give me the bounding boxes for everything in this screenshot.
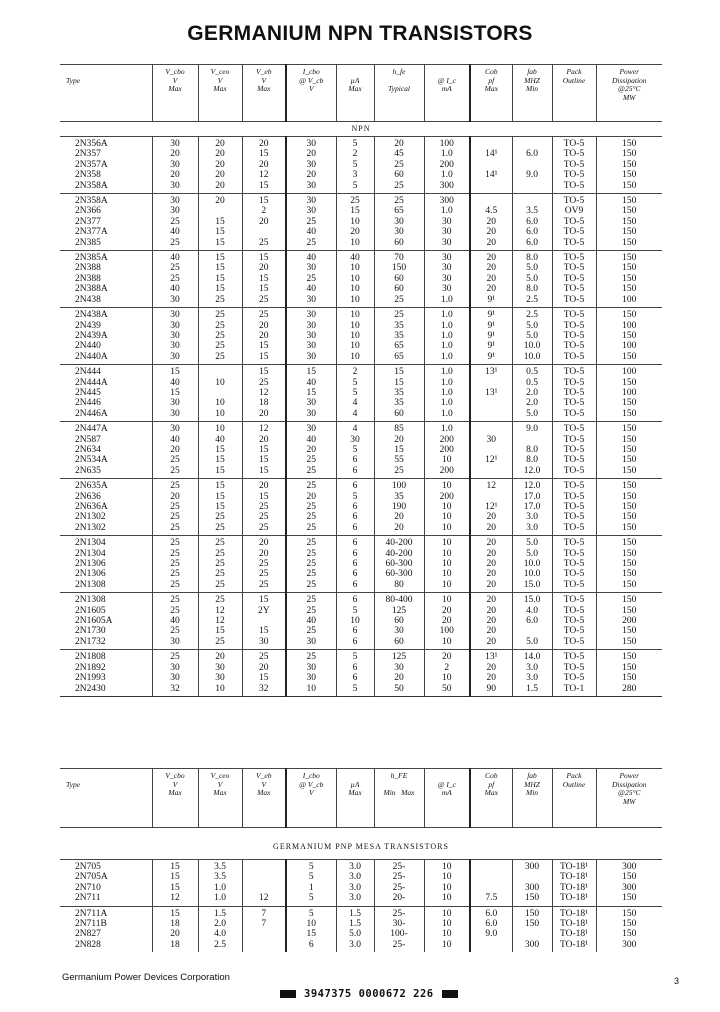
cell-pack: TO-5 TO-5 TO-5 TO-5 TO-5 (552, 479, 596, 536)
header-type: Type (60, 769, 152, 828)
header-icbo-vcb: I_cbo @ V_cb V (286, 769, 336, 828)
cell-vcbo: 30 30 30 30 30 (152, 308, 198, 365)
header-icbo-ua: µA Max (336, 65, 374, 122)
barcode-strip (280, 988, 495, 1000)
cell-type: 2N385A 2N388 2N388 2N388A 2N438 (60, 251, 152, 308)
cell-power: 150 150 150 280 (596, 650, 662, 697)
cell-ic: 1.0 200 200 10 200 (424, 422, 470, 479)
cell-cob: 20 20 20 20 9¹ (470, 251, 512, 308)
cell-vceo: 20 15 15 15 (198, 194, 242, 251)
cell-type: 2N1304 2N1304 2N1306 2N1306 2N1308 (60, 536, 152, 593)
table-row (60, 137, 662, 194)
cell-cob: 13¹ 20 20 90 (470, 650, 512, 697)
cell-cob: 20 20 20 20 20 (470, 536, 512, 593)
section-row (60, 828, 662, 860)
cell-vcb: 30 30 30 30 30 (286, 308, 336, 365)
cell-vebo: 15 2Y 15 30 (242, 593, 286, 650)
cell-vebo: 20 15 20 12 15 (242, 137, 286, 194)
cell-vcbo: 15 15 15 12 (152, 860, 198, 907)
cell-vcb: 25 25 40 25 30 (286, 593, 336, 650)
cell-ic: 1.0 1.0 1.0 1.0 1.0 (424, 365, 470, 422)
table-row (60, 536, 662, 593)
cell-hfe: 20 45 25 60 25 (374, 137, 424, 194)
cell-cob: 9¹ 9¹ 9¹ 9¹ 9¹ (470, 308, 512, 365)
header-icbo-ua: µA Max (336, 769, 374, 828)
cell-vceo: 25 25 25 25 25 (198, 308, 242, 365)
barcode-text: 3947375 0000672 226 (304, 988, 434, 1000)
header-vceo: V_ceo V Max (198, 769, 242, 828)
cell-pack: TO-18¹ TO-18¹ TO-18¹ TO-18¹ (552, 860, 596, 907)
cell-ua: 5 6 6 5 (336, 650, 374, 697)
cell-pack: TO-5 TO-5 TO-5 TO-5 TO-5 (552, 251, 596, 308)
header-vcbo: V_cbo V Max (152, 769, 198, 828)
cell-type: 2N1808 2N1892 2N1993 2N2430 (75, 652, 106, 694)
cell-vcbo: 30 40 20 25 25 (152, 422, 198, 479)
cell-vcb: 30 20 30 20 30 (286, 137, 336, 194)
section-row (60, 122, 662, 137)
table-row (60, 308, 662, 365)
cell-cob: 14¹ 14¹ (470, 137, 512, 194)
cell-fab: 5.0 5.0 10.0 10.0 15.0 (512, 536, 552, 593)
cell-ua: 4 30 5 6 6 (336, 422, 374, 479)
section-label: NPN (60, 122, 662, 137)
pnp-mesa-transistor-table (60, 768, 662, 952)
table-row (60, 194, 662, 251)
cell-hfe: 125 30 20 50 (374, 650, 424, 697)
cell-ic: 10 10 10 10 (424, 860, 470, 907)
cell-fab: 2.5 5.0 5.0 10.0 10.0 (512, 308, 552, 365)
cell-type: 2N1308 2N1605 2N1605A 2N1730 2N1732 (60, 593, 152, 650)
cell-hfe: 85 20 15 55 25 (374, 422, 424, 479)
cell-vcbo: 15 18 20 18 (152, 906, 198, 952)
header-hfe: h_fe Typical (374, 65, 424, 122)
cell-fab: 9.0 8.0 8.0 12.0 (512, 422, 552, 479)
cell-vceo: 20 30 30 10 (198, 650, 242, 697)
cell-pack: TO-5 TO-5 TO-5 TO-5 TO-5 (552, 137, 596, 194)
cell-vebo: 20 15 25 25 25 (242, 479, 286, 536)
header-cob: Cob pf Max (470, 65, 512, 122)
header-hfe: h_FE Min Max (374, 769, 424, 828)
cell-pack: TO-5 TO-5 TO-5 TO-5 TO-5 (552, 308, 596, 365)
table-row (60, 365, 662, 422)
cell-power: 150 150 150 150 150 (596, 422, 662, 479)
cell-ic: 10 200 10 10 10 (424, 479, 470, 536)
cell-ic: 100 1.0 200 1.0 300 (424, 137, 470, 194)
header-type: Type (60, 65, 152, 122)
cell-pack: TO-18¹ TO-18¹ TO-18¹ TO-18¹ (552, 906, 596, 952)
cell-vceo: 1.5 2.0 4.0 2.5 (198, 906, 242, 952)
cell-ic: 300 1.0 30 30 30 (424, 194, 470, 251)
cell-vceo: 3.5 3.5 1.0 1.0 (198, 860, 242, 907)
cell-ic: 10 20 20 100 10 (424, 593, 470, 650)
cell-hfe: 40-200 40-200 60-300 60-300 80 (374, 536, 424, 593)
cell-ua: 1.5 1.5 5.0 3.0 (336, 906, 374, 952)
cell-type: 2N358A 2N366 2N377 2N377A 2N385 (60, 194, 152, 251)
cell-type: 2N635A 2N636 2N636A 2N1302 2N1302 (60, 479, 152, 536)
cell-pack: TO-5 TO-5 TO-5 TO-1 (552, 650, 596, 697)
cell-cob: 13¹ 13¹ (470, 365, 512, 422)
header-pack: Pack Outline (552, 65, 596, 122)
cell-vebo: 12 20 15 15 15 (242, 422, 286, 479)
cell-fab: 15.0 4.0 6.0 5.0 (512, 593, 552, 650)
cell-hfe: 25- 25- 25- 20- (374, 860, 424, 907)
header-ic: @ I_c mA (424, 769, 470, 828)
cell-ua: 2 5 5 4 4 (336, 365, 374, 422)
cell-pack: TO-5 TO-5 TO-5 TO-5 TO-5 (552, 365, 596, 422)
table-row (60, 251, 662, 308)
cell-ua: 6 6 6 6 6 (336, 536, 374, 593)
cell-fab: 12.0 17.0 17.0 3.0 3.0 (512, 479, 552, 536)
cell-hfe: 25 65 30 30 60 (374, 194, 424, 251)
cell-power: 150 150 150 150 100 (596, 251, 662, 308)
header-cob: Cob pf Max (470, 769, 512, 828)
cell-pack: TO-5 TO-5 TO-5 TO-5 TO-5 (552, 536, 596, 593)
cell-type: 2N711A 2N711B 2N827 2N828 (75, 908, 108, 950)
cell-power: 150 150 150 150 150 (596, 479, 662, 536)
cell-fab: 8.0 5.0 5.0 8.0 2.5 (512, 251, 552, 308)
cell-vcb: 15 40 15 30 30 (286, 365, 336, 422)
cell-hfe: 70 150 60 60 25 (374, 251, 424, 308)
cell-power: 150 150 150 300 (596, 906, 662, 952)
table-header-row (60, 65, 662, 122)
cell-vcb: 30 30 25 40 25 (286, 194, 336, 251)
cell-hfe: 15 15 35 35 60 (374, 365, 424, 422)
table-row (60, 650, 662, 697)
cell-ic: 30 30 30 30 1.0 (424, 251, 470, 308)
cell-vcb: 5 10 15 6 (286, 906, 336, 952)
header-icbo-vcb: I_cbo @ V_cb V (286, 65, 336, 122)
cell-power: 150 150 150 150 150 (596, 137, 662, 194)
cell-power: 150 150 150 150 150 (596, 194, 662, 251)
barcode-block-right (442, 990, 458, 998)
cell-ic: 20 2 10 50 (424, 650, 470, 697)
cell-ua: 5 2 5 3 5 (336, 137, 374, 194)
cell-hfe: 100 35 190 20 20 (374, 479, 424, 536)
cell-vcbo: 25 20 25 25 25 (152, 479, 198, 536)
cell-pack: TO-5 TO-5 TO-5 TO-5 TO-5 (552, 593, 596, 650)
cell-vcb: 5 5 1 5 (286, 860, 336, 907)
table-header-row (60, 769, 662, 828)
cell-vcb: 25 25 25 25 25 (286, 536, 336, 593)
cell-vcbo: 30 20 30 20 30 (152, 137, 198, 194)
header-fab: fab MHZ Min (512, 769, 552, 828)
cell-ua: 40 10 10 10 10 (336, 251, 374, 308)
table-row (60, 906, 662, 952)
cell-vebo: 15 2 20 25 (242, 194, 286, 251)
cell-ua: 6 5 6 6 6 (336, 479, 374, 536)
cell-fab: 3.5 6.0 6.0 6.0 (512, 194, 552, 251)
cell-vceo: 10 10 10 (198, 365, 242, 422)
cell-cob: 7.5 (470, 860, 512, 907)
cell-vebo: 20 20 25 25 25 (242, 536, 286, 593)
cell-type: 2N356A 2N357 2N357A 2N358 2N358A (60, 137, 152, 194)
cell-vceo: 25 12 12 15 25 (198, 593, 242, 650)
cell-vceo: 20 20 20 20 20 (198, 137, 242, 194)
cell-pack: TO-5 OV9 TO-5 TO-5 TO-5 (552, 194, 596, 251)
cell-fab: 150 150 300 (512, 906, 552, 952)
cell-power: 150 100 150 100 150 (596, 308, 662, 365)
header-vebo: V_eb V Max (242, 769, 286, 828)
cell-ua: 3.0 3.0 3.0 3.0 (336, 860, 374, 907)
table-row (60, 860, 662, 907)
cell-hfe: 80-400 125 60 30 60 (374, 593, 424, 650)
cell-power: 300 150 300 150 (596, 860, 662, 907)
cell-vcbo: 25 25 40 25 30 (152, 593, 198, 650)
cell-cob: 4.5 20 20 20 (470, 194, 512, 251)
cell-ua: 10 10 10 10 10 (336, 308, 374, 365)
cell-cob: 6.0 6.0 9.0 (470, 906, 512, 952)
cell-ua: 25 15 10 20 10 (336, 194, 374, 251)
cell-vebo: 15 25 12 18 20 (242, 365, 286, 422)
company-footer: Germanium Power Devices Corporation (62, 972, 230, 983)
cell-vebo: 25 20 20 15 15 (242, 308, 286, 365)
cell-fab: 300 300 150 (512, 860, 552, 907)
cell-ic: 1.0 1.0 1.0 1.0 1.0 (424, 308, 470, 365)
cell-vcbo: 30 30 25 40 25 (152, 194, 198, 251)
cell-vcbo: 25 30 30 32 (152, 650, 198, 697)
cell-power: 100 150 100 150 150 (596, 365, 662, 422)
cell-cob: 30 12¹ (470, 422, 512, 479)
cell-type: 2N444 2N444A 2N445 2N446 2N446A (60, 365, 152, 422)
header-ic: @ I_c mA (424, 65, 470, 122)
cell-ua: 6 5 10 6 6 (336, 593, 374, 650)
cell-power: 150 150 150 150 150 (596, 536, 662, 593)
cell-vceo: 10 40 15 15 15 (198, 422, 242, 479)
cell-vcbo: 40 25 25 40 30 (152, 251, 198, 308)
barcode-block-left (280, 990, 296, 998)
cell-vebo: 15 20 15 15 25 (242, 251, 286, 308)
cell-vceo: 15 15 15 25 25 (198, 479, 242, 536)
cell-vcbo: 25 25 25 25 25 (152, 536, 198, 593)
cell-cob: 20 20 20 20 20 (470, 593, 512, 650)
cell-power: 150 150 200 150 150 (596, 593, 662, 650)
cell-vcbo: 15 40 15 30 30 (152, 365, 198, 422)
header-vebo: V_eb V Max (242, 65, 286, 122)
cell-fab: 0.5 0.5 2.0 2.0 5.0 (512, 365, 552, 422)
header-vcbo: V_cbo V Max (152, 65, 198, 122)
cell-vcb: 25 20 25 25 25 (286, 479, 336, 536)
header-power: Power Dissipation @25°C MW (596, 769, 662, 828)
cell-type: 2N705 2N705A 2N710 2N711 (60, 860, 152, 907)
table-row (60, 422, 662, 479)
cell-vceo: 25 25 25 25 25 (198, 536, 242, 593)
cell-type: 2N438A 2N439 2N439A 2N440 2N440A (60, 308, 152, 365)
cell-ic: 10 10 10 10 (424, 906, 470, 952)
header-fab: fab MHZ Min (512, 65, 552, 122)
cell-vceo: 15 15 15 15 25 (198, 251, 242, 308)
cell-hfe: 25 35 35 65 65 (374, 308, 424, 365)
cell-fab: 6.0 9.0 (512, 137, 552, 194)
section-label: GERMANIUM PNP MESA TRANSISTORS (60, 828, 662, 860)
cell-fab: 14.0 3.0 3.0 1.5 (512, 650, 552, 697)
cell-vcb: 30 40 20 25 25 (286, 422, 336, 479)
table-row (60, 593, 662, 650)
npn-transistor-table (60, 64, 662, 697)
cell-cob: 12 12¹ 20 20 (470, 479, 512, 536)
cell-ic: 10 10 10 10 10 (424, 536, 470, 593)
page-number: 3 (674, 976, 680, 986)
header-pack: Pack Outline (552, 769, 596, 828)
cell-vcb: 25 30 30 10 (286, 650, 336, 697)
cell-vebo: 12 (242, 860, 286, 907)
cell-vebo: 25 20 15 32 (242, 650, 286, 697)
cell-pack: TO-5 TO-5 TO-5 TO-5 TO-5 (552, 422, 596, 479)
cell-type: 2N447A 2N587 2N634 2N534A 2N635 (60, 422, 152, 479)
table-row (60, 479, 662, 536)
header-vceo: V_ceo V Max (198, 65, 242, 122)
header-power: Power Dissipation @25°C MW (596, 65, 662, 122)
cell-hfe: 25- 30- 100- 25- (374, 906, 424, 952)
page-title: GERMANIUM NPN TRANSISTORS (187, 22, 533, 45)
cell-vcb: 40 30 25 40 30 (286, 251, 336, 308)
cell-vebo: 7 7 (242, 906, 286, 952)
